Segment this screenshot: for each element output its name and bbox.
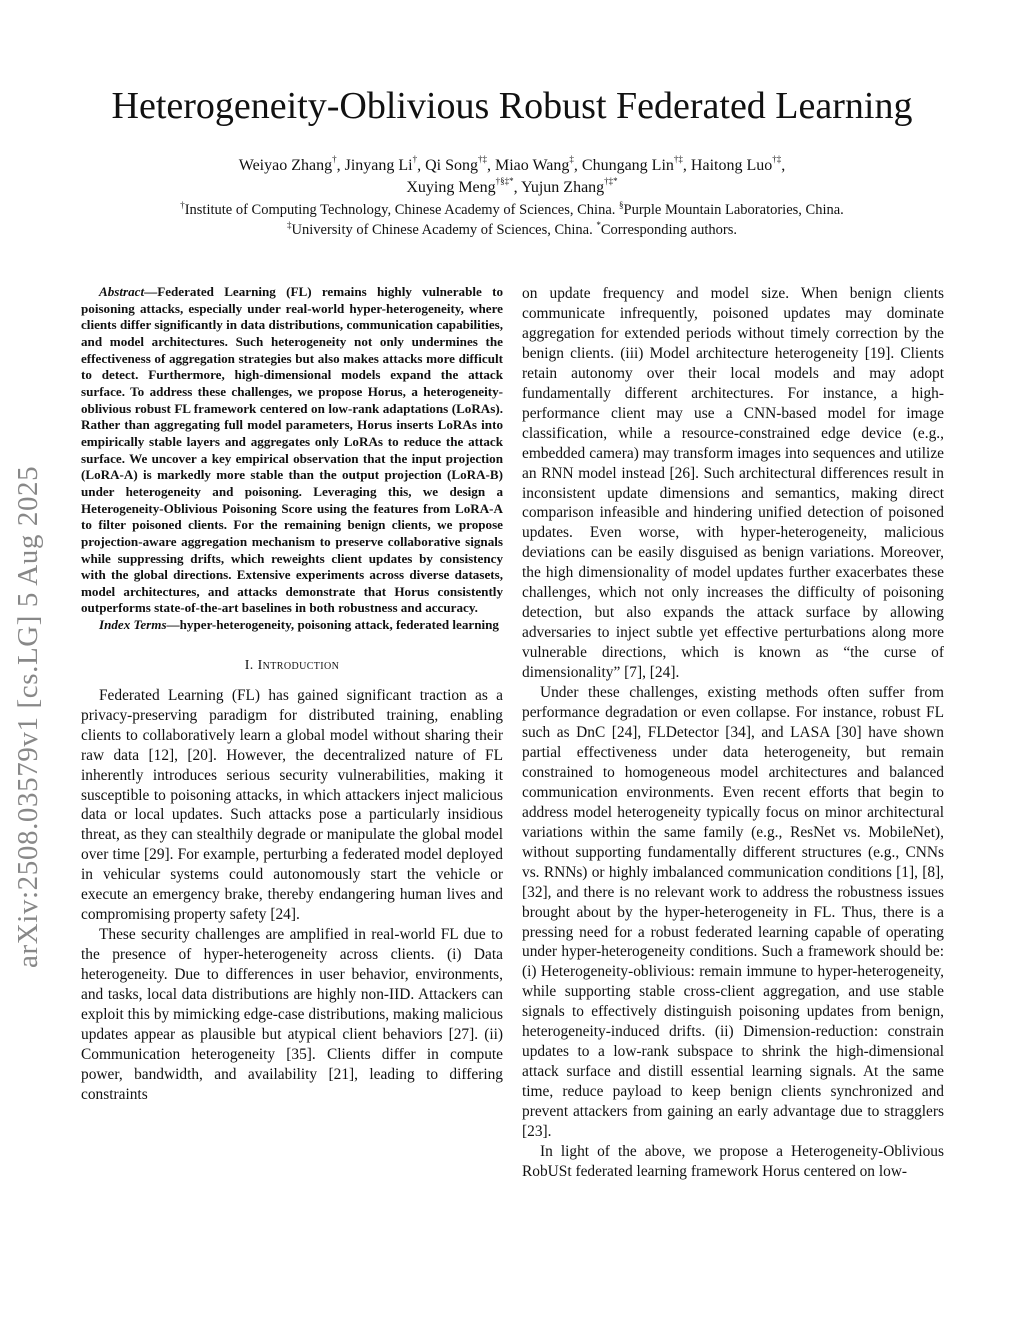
author-list [0,155,1024,199]
author-separator: , [513,179,522,196]
right-column [522,284,944,1182]
author-separator: , [682,157,691,174]
abstract: Abstract—Federated Learning (FL) remains highly vulnerable to poisoning attacks, especially under real-world hyper-heterogeneity, where clients differ significantly in data distributions, communication capabilities, and model architectures. Such heterogeneity not only undermines the effectiveness of aggregation strategies but also makes attacks more difficult to detect. Furthermore, high-dimensional models expand the attack surface. To address these challenges, we propose Horus, a heterogeneity-oblivious robust FL framework centered on low-rank adaptations (LoRAs). Rather than aggregating full model parameters, Horus inserts LoRAs into empirically stable layers and aggregates only LoRAs to reduce the attack surface. We uncover a key empirical observation that the input projection (LoRA-A) is markedly more stable than the output projection (LoRA-B) under heterogeneity and poisoning. Leveraging this, we design a Heterogeneity-Oblivious Poisoning Score using the features from LoRA-A to filter poisoned clients. For the remaining benign clients, we propose projection-aware aggregation mechanism to preserve collaborative signals while suppressing drifts, which reweights client updates by consistency with the global directions. Extensive experiments across diverse datasets, model architectures, and attacks demonstrate that Horus consistently outperforms state-of-the-art baselines in both robustness and accuracy. [81,284,503,616]
author-affiliation-mark: † [412,154,418,164]
author-name: Yujun Zhang [521,179,605,196]
index-terms: Index Terms—hyper-heterogeneity, poisoning attack, federated learning [99,617,499,633]
author-name: Chungang Lin [581,157,674,174]
author-line-2 [0,177,1024,199]
author-affiliation-mark: †§‡* [495,176,514,186]
affiliation-line-1: †Institute of Computing Technology, Chinese Academy of Sciences, China. §Purple Mountain Laboratories, China. [180,200,844,218]
author-separator: , [781,157,786,174]
affiliations [0,201,1024,240]
author-separator: , [573,157,582,174]
author-affiliation-mark: †‡* [604,176,618,186]
affiliation-line-2: ‡University of Chinese Academy of Sciences, China. *Corresponding authors. [287,219,737,238]
intro-paragraph-3: on update frequency and model size. When benign clients communicate infrequently, poisoned updates may dominate aggregation for extended periods without timely correction by the benign clients. (iii) Model architecture heterogeneity [19]. Clients retain autonomy over their local models and may adopt fundamentally different architectures. For instance, a high-performance client may use a CNN-based model for image classification, while a resource-constrained edge device (e.g., embedded camera) may transform images into sequences and utilize an RNN model instead [26]. Such architectural differences result in inconsistent update dimensions and semantics, making direct comparison infeasible and hindering unified detection of poisoned updates. Even worse, with hyper-heterogeneity, malicious deviations can be easily disguised as benign variations. Moreover, the high dimensionality of model updates further exacerbates these challenges, which not only increases the difficulty of poisoning detection, but also expands the attack surface by allowing adversaries to inject subtle yet effective perturbations along more vulnerable directions, which is known as “the curse of dimensionality” [7], [24]. [522,285,944,682]
author-name: Weiyao Zhang [238,157,333,174]
author-name: Qi Song [425,157,478,174]
author-name: Jinyang Li [344,157,413,174]
intro-paragraph-1: Federated Learning (FL) has gained significant traction as a privacy-preserving paradigm for distributed training, enabling clients to collaboratively learn a global model without sharing their raw data [12], [20]. However, the decentralized nature of FL inherently introduces serious security vulnerabilities, making it susceptible to poisoning attacks, in which attackers inject malicious data or local updates. Such attacks pose a particularly insidious threat, as they can stealthily degrade or manipulate the global model over time [29]. For example, perturbing a federated model deployed in vehicular systems could autonomously start the vehicle or execute an emergency brake, thereby endangering human lives and compromising property safety [24]. [81,686,503,924]
author-separator: , [417,157,426,174]
author-line-1 [0,155,1024,177]
author-name: Miao Wang [495,157,570,174]
paper-title: Heterogeneity-Oblivious Robust Federated Learning [111,85,913,127]
intro-paragraph-4: Under these challenges, existing methods often suffer from performance degradation or even collapse. For instance, robust FL such as DnC [24], FLDetector [34], and LASA [30] have shown partial effectiveness under data heterogeneity, but remain constrained to homogeneous model architectures and balanced communication environments. Even recent efforts that begin to address model heterogeneity typically focus on minor architectural variations within the same family (e.g., ResNet vs. MobileNet), without supporting fundamentally different structures (e.g., CNNs vs. RNNs) or highly imbalanced communication conditions [1], [8], [32], and there is no relevant work to address the robustness issues brought about by the hyper-heterogeneity in FL. Thus, there is a pressing need for a robust federated learning capable of operating under hyper-heterogeneity conditions. Such a framework should be: (i) Heterogeneity-oblivious: remain immune to hyper-heterogeneity, while supporting stable cross-client aggregation, and use stable signals to effectively distinguish poisoning updates from benign, heterogeneity-induced drifts. (ii) Dimension-reduction: constrain updates to a low-rank subspace to shrink the high-dimensional attack surface and distill essential learning signals. At the same time, reduce payload to keep benign clients synchronized and prevent attackers from gaining an early advantage due to stragglers [23]. [522,684,944,1141]
intro-paragraph-5: In light of the above, we propose a Heterogeneity-Oblivious RobUSt federated learning framework Horus centered on low- [522,1142,944,1180]
author-affiliation-mark: †‡ [772,154,782,164]
author-affiliation-mark: †‡ [478,154,487,164]
author-affiliation-mark: † [332,154,337,164]
left-column [81,284,503,1105]
author-affiliation-mark: ‡ [569,154,574,164]
author-name: Xuying Meng [406,179,496,196]
section-heading: I. Introduction [244,657,340,673]
author-separator: , [336,157,345,174]
author-affiliation-mark: †‡ [673,154,683,164]
intro-paragraph-2: These security challenges are amplified in real-world FL due to the presence of hyper-heterogeneity across clients. (i) Data heterogeneity. Due to differences in user behavior, environments, and tasks, local data distributions are highly non-IID. Attackers can exploit this by mimicking edge-case distributions, making malicious updates appear as plausible but atypical client behaviors [27]. (ii) Communication heterogeneity [35]. Clients differ in compute power, bandwidth, and availability [21], leading to differing constraints [81,926,503,1103]
author-separator: , [487,157,495,174]
author-name: Haitong Luo [690,157,773,174]
